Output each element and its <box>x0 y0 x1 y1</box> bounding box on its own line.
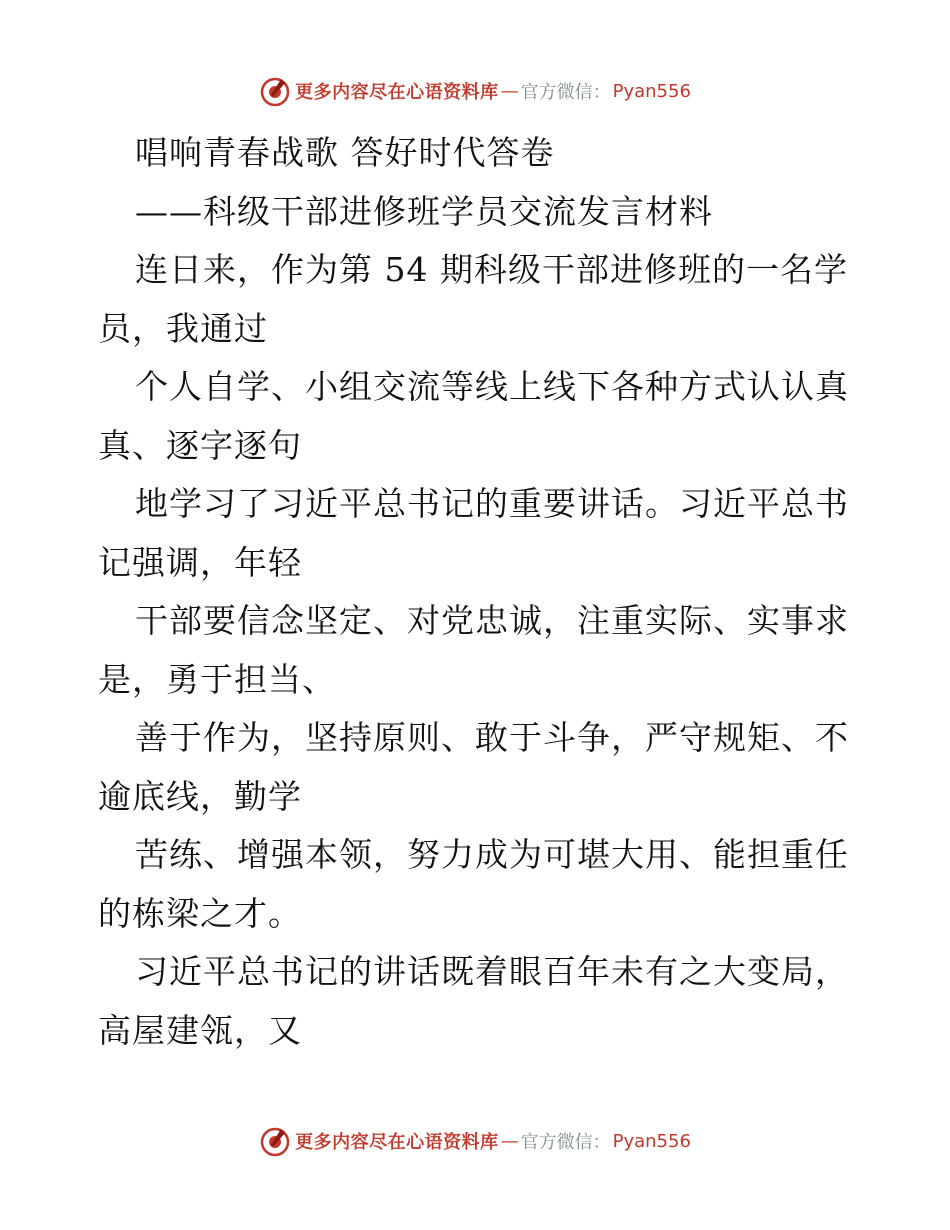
paragraph-line: 善于作为，坚持原则、敢于斗争，严守规矩、不 <box>135 718 849 757</box>
watermark-wechat-label: 官方微信： <box>520 82 611 103</box>
paragraph-line: 逾底线，勤学 <box>98 776 302 816</box>
footer-watermark <box>0 1121 950 1161</box>
watermark-wechat-id: Pyan556 <box>612 1130 691 1152</box>
paragraph-line: 干部要信念坚定、对党忠诚，注重实际、实事求 <box>135 601 849 640</box>
watermark-site-text: 更多内容尽在心语资料库 <box>295 82 499 103</box>
watermark-wechat-id: Pyan556 <box>612 80 691 102</box>
document-body <box>98 124 858 1060</box>
paragraph-line: 真、逐字逐句 <box>98 425 302 465</box>
paragraph-line: 高屋建瓴，又 <box>98 1010 302 1050</box>
watermark-wechat-label: 官方微信： <box>520 1132 611 1153</box>
watermark-site-text: 更多内容尽在心语资料库 <box>295 1132 499 1153</box>
paragraph-line: 连日来，作为第 54 期科级干部进修班的一名学 <box>135 250 848 289</box>
paragraph-line: 是，勇于担当、 <box>98 659 336 699</box>
paragraph-line: 苦练、增强本领，努力成为可堪大用、能担重任 <box>135 835 849 874</box>
quill-logo-icon <box>259 1125 291 1157</box>
paragraph-line: 员，我通过 <box>98 308 268 348</box>
watermark-dash: — <box>500 1130 519 1152</box>
header-watermark <box>0 71 950 111</box>
watermark-dash: — <box>500 80 519 102</box>
paragraph-line: 习近平总书记的讲话既着眼百年未有之大变局， <box>135 952 849 991</box>
document-subtitle: ——科级干部进修班学员交流发言材料 <box>135 191 713 231</box>
paragraph-line: 地学习了习近平总书记的重要讲话。习近平总书 <box>135 484 849 523</box>
quill-logo-icon <box>259 75 291 107</box>
paragraph-line: 的栋梁之才。 <box>98 893 302 933</box>
document-title: 唱响青春战歌 答好时代答卷 <box>135 133 555 172</box>
paragraph-line: 个人自学、小组交流等线上线下各种方式认认真 <box>135 367 849 406</box>
paragraph-line: 记强调，年轻 <box>98 542 302 582</box>
